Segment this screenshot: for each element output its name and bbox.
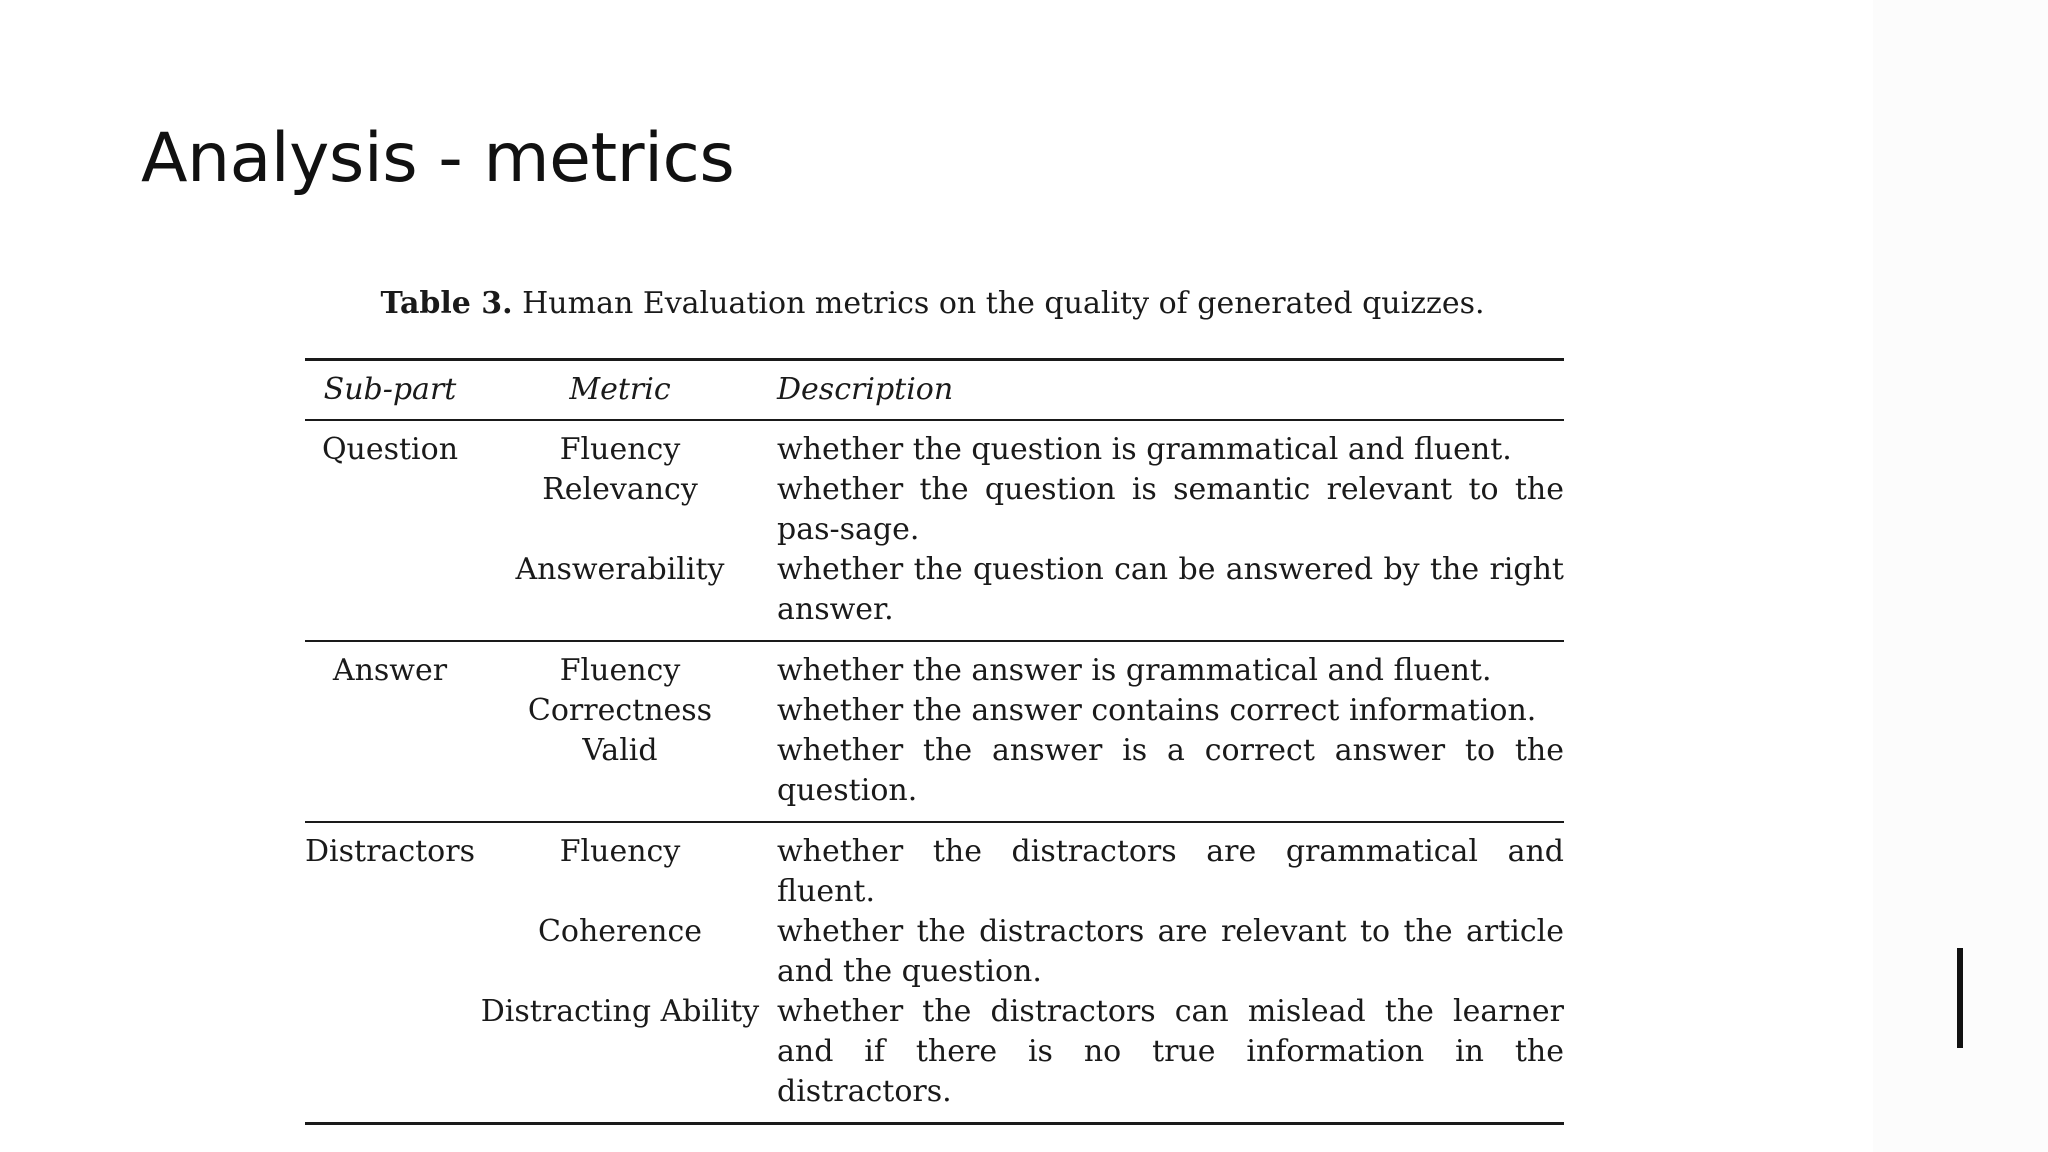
table-row xyxy=(305,470,1564,550)
metric-cell: Valid xyxy=(582,733,658,768)
text-cursor-bar xyxy=(1957,948,1963,1048)
table-row xyxy=(305,912,1564,992)
header-subpart: Sub-part xyxy=(323,372,457,407)
header-metric: Metric xyxy=(569,372,671,407)
subpart-cell: Distractors xyxy=(305,834,475,869)
group-question xyxy=(305,420,1564,641)
description-text: whether the answer is a correct answer to the question. xyxy=(777,733,1564,808)
metric-cell: Fluency xyxy=(559,432,681,467)
table-row xyxy=(305,731,1564,822)
metric-cell: Fluency xyxy=(559,653,681,688)
table-header-row xyxy=(305,360,1564,421)
description-cell xyxy=(765,992,1564,1124)
description-cell xyxy=(765,550,1564,641)
description-cell xyxy=(765,641,1564,691)
description-text: whether the distractors are relevant to the article and the question. xyxy=(777,914,1564,989)
description-text: whether the question is grammatical and fluent. xyxy=(777,432,1512,467)
metric-cell: Fluency xyxy=(559,834,681,869)
description-text: whether the distractors can mislead the learner and if there is no true information in the distractors. xyxy=(777,994,1564,1109)
description-text: whether the answer is grammatical and fluent. xyxy=(777,653,1492,688)
metric-cell: Correctness xyxy=(527,693,713,728)
table-row xyxy=(305,822,1564,912)
table-row xyxy=(305,420,1564,470)
description-text: whether the question can be answered by the right answer. xyxy=(777,552,1564,627)
metrics-table xyxy=(305,358,1564,1125)
table-caption-label: Table 3. xyxy=(380,286,513,321)
description-cell xyxy=(765,420,1564,470)
subpart-cell: Question xyxy=(321,432,459,467)
table-caption xyxy=(300,280,1565,328)
slide-title: Analysis - metrics xyxy=(141,119,735,198)
table-row xyxy=(305,992,1564,1124)
table-caption-text: Human Evaluation metrics on the quality of generated quizzes. xyxy=(512,286,1485,321)
metric-cell: Relevancy xyxy=(542,472,698,507)
metric-cell: Answerability xyxy=(515,552,725,587)
header-description: Description xyxy=(777,372,954,407)
metric-cell: Coherence xyxy=(537,914,703,949)
description-text: whether the distractors are grammatical and fluent. xyxy=(777,834,1564,909)
table-figure xyxy=(300,280,1565,1125)
description-cell xyxy=(765,731,1564,822)
metric-cell: Distracting Ability xyxy=(480,994,760,1029)
description-text: whether the question is semantic relevant to the pas-sage. xyxy=(777,472,1564,547)
group-distractors xyxy=(305,822,1564,1124)
description-text: whether the answer contains correct information. xyxy=(777,693,1537,728)
description-cell xyxy=(765,691,1564,731)
group-answer xyxy=(305,641,1564,822)
description-cell xyxy=(765,912,1564,992)
table-row xyxy=(305,691,1564,731)
table-row xyxy=(305,641,1564,691)
description-cell xyxy=(765,822,1564,912)
table-row xyxy=(305,550,1564,641)
description-cell xyxy=(765,470,1564,550)
subpart-cell: Answer xyxy=(332,653,448,688)
